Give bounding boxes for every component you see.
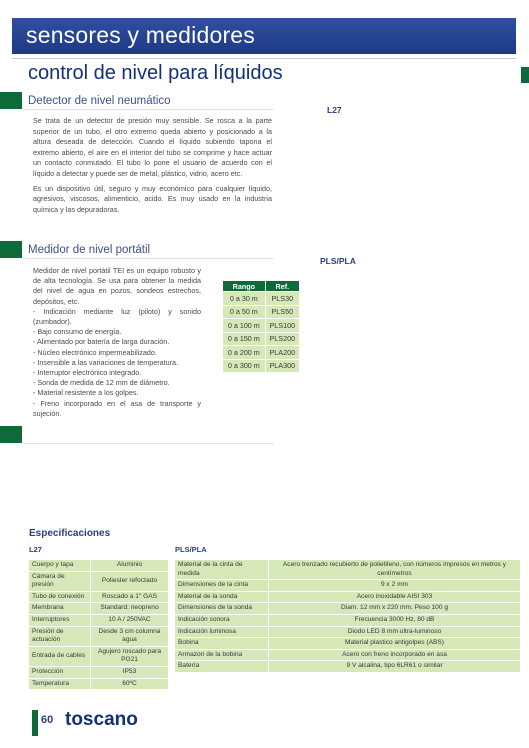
feature-item: - Material resistente a los golpes. bbox=[33, 388, 139, 398]
ref-cell: PLS100 bbox=[265, 319, 299, 333]
table-row bbox=[223, 319, 300, 333]
range-cell: 0 a 150 m bbox=[223, 332, 266, 346]
spec-key: Entrada de cables bbox=[29, 646, 91, 666]
header-divider bbox=[12, 58, 516, 59]
table-row bbox=[175, 614, 521, 626]
table-row bbox=[175, 638, 521, 650]
spec-value: 60ºC bbox=[91, 678, 169, 690]
spec-key: Membrana bbox=[29, 603, 91, 615]
spec-value: Roscado a 1" GAS bbox=[91, 591, 169, 603]
right-edge-marker bbox=[521, 67, 529, 83]
spec-key: Protección bbox=[29, 666, 91, 678]
ref-cell: PLA200 bbox=[265, 346, 299, 360]
section-title: sensores y medidores bbox=[26, 22, 255, 48]
feature-item: - Alimentado por batería de larga duración. bbox=[33, 337, 170, 347]
product-label-l27: L27 bbox=[327, 105, 342, 115]
specs-title: Especificaciones bbox=[29, 528, 111, 539]
product-label-pls: PLS/PLA bbox=[320, 256, 356, 266]
spec-key: Dimensiones de la cinta bbox=[175, 580, 269, 592]
table-row bbox=[175, 649, 521, 661]
page-title: control de nivel para líquidos bbox=[28, 62, 283, 84]
table-row bbox=[223, 305, 300, 319]
feature-item: - Interruptor electrónico integrado. bbox=[33, 368, 142, 378]
table-row bbox=[29, 603, 169, 615]
table-row bbox=[29, 591, 169, 603]
spec-value: Standard: neopreno bbox=[91, 603, 169, 615]
spec-key: Tubo de conexión bbox=[29, 591, 91, 603]
table-row bbox=[175, 591, 521, 603]
specs-label-l27: L27 bbox=[29, 545, 42, 554]
table-row bbox=[175, 560, 521, 580]
table-row bbox=[175, 626, 521, 638]
specs-label-pls: PLS/PLA bbox=[175, 545, 207, 554]
range-cell: 0 a 30 m bbox=[223, 292, 266, 306]
spec-value: Diam. 12 mm x 220 mm. Peso 100 g bbox=[269, 603, 521, 615]
specs-table-pls bbox=[174, 559, 521, 673]
spec-value: Acero con freno incorporado en asa bbox=[269, 649, 521, 661]
spec-value: Acero trenzado recubierto de polietileno, con números impresos en metros y centímetros bbox=[269, 560, 521, 580]
table-row bbox=[223, 359, 300, 373]
spec-value: 9 V alcalina, tipo 6LR61 o similar bbox=[269, 661, 521, 673]
range-cell: 0 a 100 m bbox=[223, 319, 266, 333]
spec-key: Armazon de la bobina bbox=[175, 649, 269, 661]
spec-key: Dimensiones de la sonda bbox=[175, 603, 269, 615]
spec-key: Indicación sonora bbox=[175, 614, 269, 626]
spec-value: Material plastico antigolpes (ABS) bbox=[269, 638, 521, 650]
section-divider bbox=[24, 258, 274, 259]
portatil-description bbox=[33, 266, 201, 419]
spec-value: IP53 bbox=[91, 666, 169, 678]
section-header bbox=[12, 18, 516, 54]
spec-value: Acero inoxidable AISI 303 bbox=[269, 591, 521, 603]
spec-key: Cámara de presión bbox=[29, 571, 91, 591]
table-header-row bbox=[223, 281, 300, 292]
ref-cell: PLA300 bbox=[265, 359, 299, 373]
spec-key: Material de la sonda bbox=[175, 591, 269, 603]
feature-item: - Núcleo electrónico impermeabilizado. bbox=[33, 347, 157, 357]
column-header-ref: Ref. bbox=[265, 281, 299, 292]
table-row bbox=[29, 560, 169, 572]
neumatico-paragraph-2: Es un dispositivo útil, seguro y muy económico para cualquier líquido, agresivos, viscosos, alimenticio, acido. Es muy usado en la industria química y las depuradoras. bbox=[33, 183, 272, 214]
neumatico-description bbox=[33, 116, 272, 219]
section-divider bbox=[24, 443, 274, 444]
page-number: 60 bbox=[41, 714, 54, 726]
table-row bbox=[29, 626, 169, 646]
section-title-neumatico: Detector de nivel neumático bbox=[28, 95, 171, 107]
range-cell: 0 a 200 m bbox=[223, 346, 266, 360]
feature-item: - Insensible a las variaciones de temperatura. bbox=[33, 357, 179, 367]
spec-key: Interruptores bbox=[29, 614, 91, 626]
section-marker-empty bbox=[0, 426, 22, 443]
spec-key: Bobina bbox=[175, 638, 269, 650]
spec-key: Material de la cinta de medida bbox=[175, 560, 269, 580]
table-row bbox=[175, 661, 521, 673]
feature-item: - Bajo consumo de energía. bbox=[33, 327, 122, 337]
table-row bbox=[223, 346, 300, 360]
spec-value: Poliester reforzado bbox=[91, 571, 169, 591]
ref-cell: PLS50 bbox=[265, 305, 299, 319]
table-row bbox=[29, 571, 169, 591]
footer-marker bbox=[32, 710, 38, 736]
table-row bbox=[175, 580, 521, 592]
range-cell: 0 a 300 m bbox=[223, 359, 266, 373]
feature-item: - Indicación mediante luz (piloto) y sonido (zumbador). bbox=[33, 306, 201, 327]
spec-value: Aluminio bbox=[91, 560, 169, 572]
specs-table-l27 bbox=[28, 559, 169, 690]
spec-key: Temperatura bbox=[29, 678, 91, 690]
table-row bbox=[223, 292, 300, 306]
table-row bbox=[29, 678, 169, 690]
range-reference-table bbox=[222, 280, 300, 373]
spec-value: Diodo LED 8 mm ultra-luminoso bbox=[269, 626, 521, 638]
spec-key: Indicación luminosa bbox=[175, 626, 269, 638]
table-row bbox=[175, 603, 521, 615]
ref-cell: PLS200 bbox=[265, 332, 299, 346]
spec-value: 10 A / 250VAC bbox=[91, 614, 169, 626]
table-row bbox=[29, 614, 169, 626]
spec-value: Desde 3 cm columna agua bbox=[91, 626, 169, 646]
section-divider bbox=[24, 109, 274, 110]
spec-key: Batería bbox=[175, 661, 269, 673]
ref-cell: PLS30 bbox=[265, 292, 299, 306]
table-row bbox=[29, 646, 169, 666]
spec-value: Agujero roscado para PG21 bbox=[91, 646, 169, 666]
feature-item: - Sonda de medida de 12 mm de diámetro. bbox=[33, 378, 170, 388]
table-row bbox=[223, 332, 300, 346]
brand-logo: toscano bbox=[65, 709, 138, 730]
spec-value: Frecuencia 3000 Hz, 80 dB bbox=[269, 614, 521, 626]
spec-value: 9 x 2 mm bbox=[269, 580, 521, 592]
portatil-intro: Medidor de nivel portátil TEI es un equipo robusto y de alta tecnología. Se usa para obtener la medida del nivel de agua en pozos, sondeos estrechos, depósitos, etc. bbox=[33, 266, 201, 306]
spec-key: Cuerpo y tapa bbox=[29, 560, 91, 572]
column-header-range: Rango bbox=[223, 281, 266, 292]
neumatico-paragraph-1: Se trata de un detector de presión muy sensible. Se rosca a la parte superior de un tubo, el otro extremo queda abierto y posicionado a la altura deseada de detección. Cuando el líquido subiendo tapona el extremo abierto, el aire en el interior del tubo se comprime y hace actuar un contacto conmutado. El tubo lo pone el usuario de acuerdo con el líquido a detectar y puede ser de metal, plástico, vidrio, acero etc. bbox=[33, 116, 272, 178]
feature-item: - Freno incorporado en el asa de transporte y sujeción. bbox=[33, 398, 201, 418]
section-marker-portatil bbox=[0, 241, 22, 258]
table-row bbox=[29, 666, 169, 678]
section-marker-neumatico bbox=[0, 92, 22, 109]
spec-key: Presión de actuación bbox=[29, 626, 91, 646]
section-title-portatil: Medidor de nivel portátil bbox=[28, 244, 151, 256]
range-cell: 0 a 50 m bbox=[223, 305, 266, 319]
